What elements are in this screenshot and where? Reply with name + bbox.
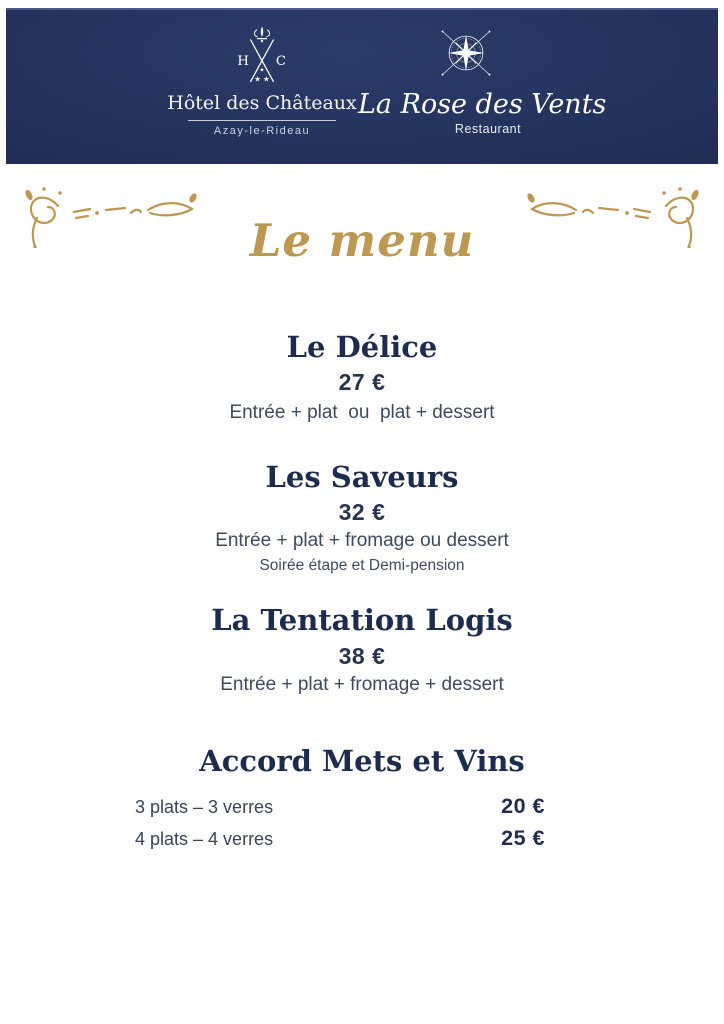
menu-name: Les Saveurs xyxy=(265,460,459,494)
star-icon: ★ xyxy=(259,67,265,74)
pairing-row xyxy=(135,794,545,819)
pairing-label: 3 plats – 3 verres xyxy=(135,797,274,817)
pairing-price: 20 € xyxy=(501,794,545,818)
restaurant-logo xyxy=(358,22,607,136)
star-icon: ★ xyxy=(263,74,270,84)
menu-price: 38 € xyxy=(338,643,386,669)
hotel-name-divider xyxy=(188,120,336,121)
menu-price: 32 € xyxy=(338,499,386,525)
fleur-de-lis-icon xyxy=(254,27,269,43)
pairing-label: 4 plats – 4 verres xyxy=(135,829,274,849)
monogram-letter-h: H xyxy=(237,54,249,70)
menu-name: La Tentation Logis xyxy=(211,603,513,637)
menu-description: Entrée + plat + fromage ou dessert xyxy=(215,530,509,551)
hotel-location: Azay-le-Rideau xyxy=(213,125,311,137)
hotel-monogram-icon xyxy=(224,26,300,84)
pairing-row xyxy=(135,826,545,851)
menu-name: Le Délice xyxy=(286,330,438,364)
pairing-title: Accord Mets et Vins xyxy=(199,744,525,778)
hotel-logo xyxy=(162,26,362,137)
menu-description: Entrée + plat ou plat + dessert xyxy=(229,402,495,423)
monogram-letter-c: C xyxy=(275,54,286,70)
page-title: Le menu xyxy=(249,214,475,267)
menu-price: 27 € xyxy=(338,369,386,395)
hotel-name: Hôtel des Châteaux xyxy=(167,92,357,114)
menu-note: Soirée étape et Demi-pension xyxy=(259,557,465,574)
star-icon: ★ xyxy=(254,74,261,84)
header-band xyxy=(6,8,718,164)
restaurant-name: La Rose des Vents xyxy=(358,89,607,120)
restaurant-subtitle: Restaurant xyxy=(454,122,522,136)
pairing-price: 25 € xyxy=(501,826,545,850)
menu-description: Entrée + plat + fromage + dessert xyxy=(220,674,504,695)
compass-rose-icon xyxy=(435,22,497,84)
